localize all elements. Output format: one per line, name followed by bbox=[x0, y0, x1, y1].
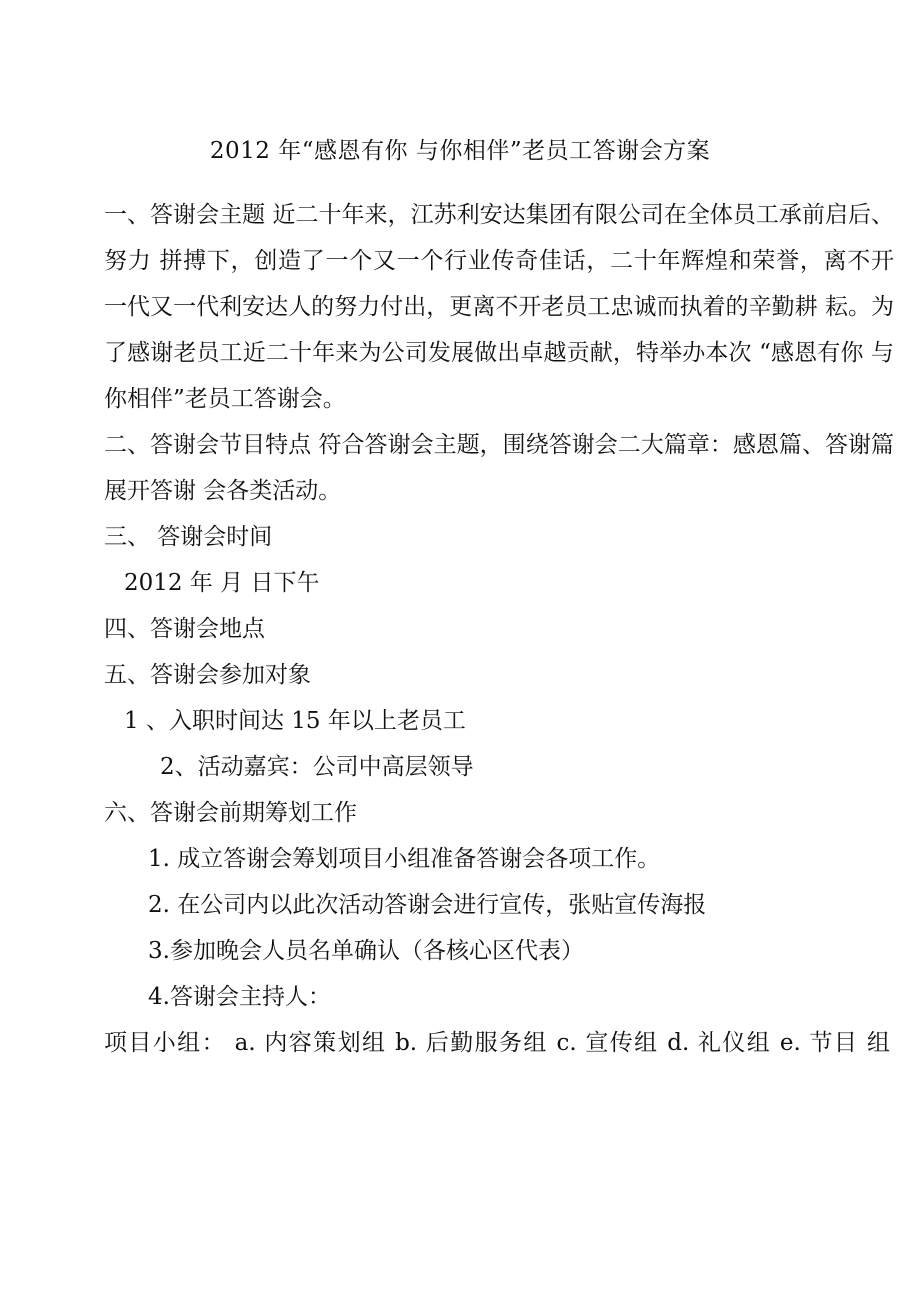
section-6-item-4: 4.答谢会主持人： bbox=[148, 984, 331, 1010]
section-4-heading: 四、答谢会地点 bbox=[104, 616, 265, 642]
section-6-heading: 六、答谢会前期筹划工作 bbox=[104, 800, 357, 826]
section-6-item-2: 2. 在公司内以此次活动答谢会进行宣传，张贴宣传海报 bbox=[148, 892, 707, 918]
section-6-item-1: 1. 成立答谢会筹划项目小组准备答谢会各项工作。 bbox=[148, 846, 661, 872]
section-1-theme: 一、答谢会主题 近二十年来，江苏利安达集团有限公司在全体员工承前启后、努力 拼搏下，创造了一个又一个行业传奇佳话，二十年辉煌和荣誉，离不开 一代又一代利安达人的努力付出，更离不开老员工忠诚而执着的辛勤耕 耘。为了感谢老员工近二十年来为公司发展做出卓越贡献，特举办本次 “感恩有你 与你相伴”老员工答谢会。 bbox=[104, 202, 894, 412]
section-6-item-3: 3.参加晚会人员名单确认（各核心区代表） bbox=[148, 938, 584, 964]
section-5-heading: 五、答谢会参加对象 bbox=[104, 662, 311, 688]
section-3-time: 2012 年 月 日下午 bbox=[124, 570, 320, 596]
document-title: 2012 年“感恩有你 与你相伴”老员工答谢会方案 bbox=[209, 138, 711, 164]
section-3-heading: 三、 答谢会时间 bbox=[104, 524, 273, 550]
section-5-item-1: 1 、入职时间达 15 年以上老员工 bbox=[124, 708, 466, 734]
project-groups-line: 项目小组： a. 内容策划组 b. 后勤服务组 c. 宣传组 d. 礼仪组 e. 节目 组 bbox=[104, 1030, 890, 1056]
section-5-item-2: 2、活动嘉宾：公司中高层领导 bbox=[160, 754, 474, 780]
section-2-program-features: 二、答谢会节目特点 符合答谢会主题，围绕答谢会二大篇章：感恩篇、答谢篇展开答谢 会各类活动。 bbox=[104, 432, 894, 504]
